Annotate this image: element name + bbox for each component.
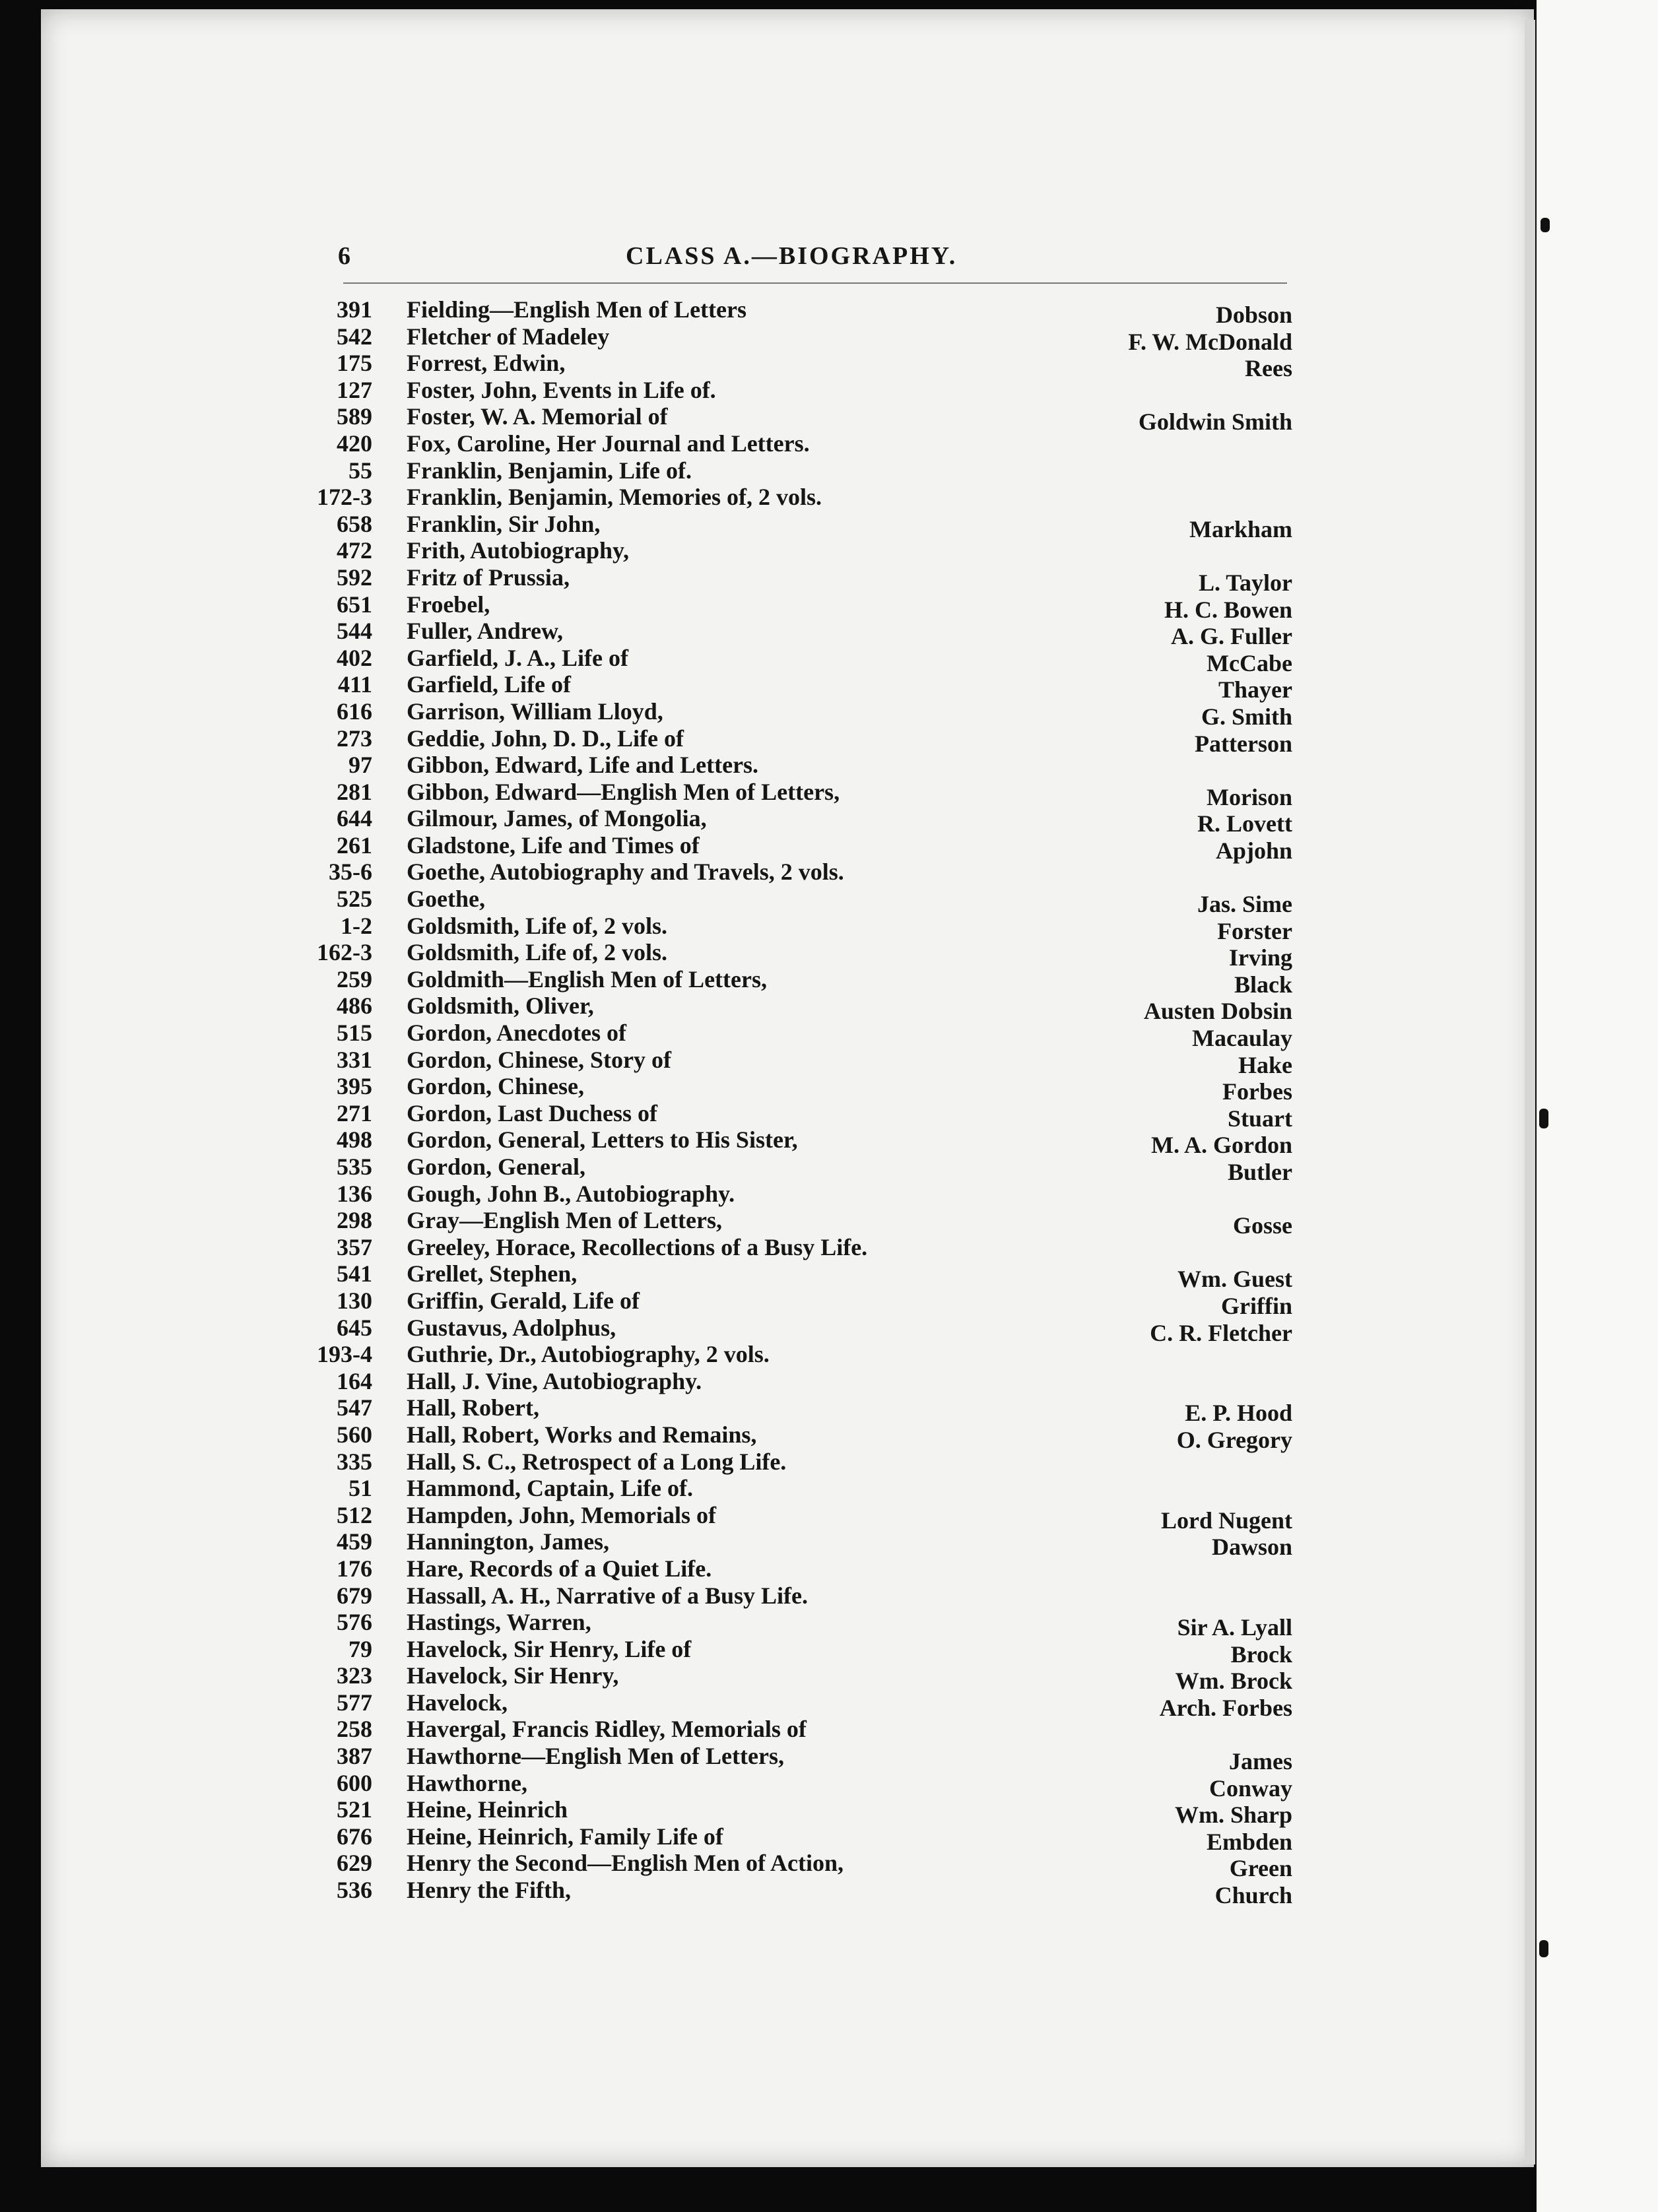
entry-number: 176: [337, 1555, 372, 1582]
entry-author: Stuart: [1228, 1105, 1292, 1132]
entry-number: 535: [337, 1154, 372, 1180]
catalogue-entry: [315, 1287, 1292, 1319]
catalogue-entry: [315, 1367, 1292, 1394]
entry-title: Gordon, General,: [407, 1154, 585, 1180]
entry-number: 357: [337, 1233, 372, 1260]
catalogue-entry: [315, 1635, 1292, 1668]
entry-author: Jas. Sime: [1197, 891, 1292, 918]
entry-number: 335: [337, 1448, 372, 1475]
entry-author: Sir A. Lyall: [1177, 1614, 1292, 1641]
entry-title: Gray—English Men of Letters,: [407, 1207, 722, 1234]
catalogue-entry: [315, 1689, 1292, 1721]
entry-title: Havelock,: [407, 1689, 508, 1716]
entry-number: 486: [337, 992, 372, 1020]
catalogue-entry: [315, 483, 1292, 510]
entry-number: 395: [337, 1073, 372, 1100]
entry-number: 162-3: [317, 939, 372, 966]
entry-author: Arch. Forbes: [1159, 1694, 1292, 1721]
entry-title: Goethe,: [407, 886, 485, 913]
entry-title: Goldsmith, Life of, 2 vols.: [407, 939, 668, 966]
entry-author: Green: [1229, 1855, 1292, 1882]
entry-title: Gordon, General, Letters to His Sister,: [407, 1126, 798, 1154]
entry-title: Hassall, A. H., Narrative of a Busy Life.: [407, 1582, 808, 1609]
entry-title: Fox, Caroline, Her Journal and Letters.: [407, 430, 810, 457]
catalogue-entry: [315, 1421, 1292, 1453]
catalogue-entry: [315, 644, 1292, 676]
entry-title: Goldsmith, Oliver,: [407, 992, 594, 1020]
entry-title: Hall, Robert, Works and Remains,: [407, 1421, 757, 1448]
catalogue-entry: [315, 1072, 1292, 1105]
catalogue-entry: [315, 430, 1292, 457]
catalogue-entry: [315, 349, 1292, 382]
entry-number: 658: [337, 510, 372, 537]
catalogue-entry: [315, 457, 1292, 484]
entry-number: 51: [348, 1475, 372, 1502]
entry-title: Garrison, William Lloyd,: [407, 698, 663, 725]
catalogue-entry: [315, 1153, 1292, 1185]
catalogue-entry: [315, 1448, 1292, 1475]
entry-title: Heine, Heinrich, Family Life of: [407, 1823, 723, 1850]
entry-number: 391: [337, 296, 372, 323]
entry-title: Hawthorne—English Men of Letters,: [407, 1743, 784, 1770]
catalogue-entry: [315, 1394, 1292, 1427]
entry-number: 679: [337, 1582, 372, 1609]
entry-author: Markham: [1189, 515, 1292, 542]
entry-number: 175: [337, 350, 372, 377]
catalogue-entry: [315, 403, 1292, 436]
entry-number: 273: [337, 725, 372, 752]
entry-number: 600: [337, 1769, 372, 1796]
entry-number: 577: [337, 1689, 372, 1716]
entry-number: 544: [337, 618, 372, 645]
catalogue-entry: [315, 1608, 1292, 1641]
entry-title: Fielding—English Men of Letters: [407, 296, 746, 323]
entry-author: Conway: [1209, 1774, 1292, 1802]
catalogue-entry: [315, 912, 1292, 944]
catalogue-entry: [315, 1582, 1292, 1609]
entry-number: 35-6: [329, 859, 372, 886]
entry-author: L. Taylor: [1198, 569, 1292, 596]
entry-title: Henry the Second—English Men of Action,: [407, 1850, 844, 1877]
entry-author: C. R. Fletcher: [1150, 1319, 1292, 1346]
entry-number: 525: [337, 886, 372, 913]
entry-number: 498: [337, 1126, 372, 1154]
entry-number: 536: [337, 1877, 372, 1904]
entry-title: Gibbon, Edward—English Men of Letters,: [407, 778, 840, 805]
entry-title: Hall, J. Vine, Autobiography.: [407, 1367, 702, 1394]
entry-title: Goethe, Autobiography and Travels, 2 vols.: [407, 859, 844, 886]
entry-number: 130: [337, 1287, 372, 1314]
entry-title: Hastings, Warren,: [407, 1609, 591, 1636]
catalogue-entry: [315, 778, 1292, 810]
entry-number: 411: [337, 671, 372, 698]
entry-number: 331: [337, 1046, 372, 1073]
entry-author: Patterson: [1195, 730, 1292, 757]
entry-number: 402: [337, 644, 372, 671]
entry-title: Fritz of Prussia,: [407, 564, 570, 591]
entry-title: Frith, Autobiography,: [407, 537, 630, 564]
entry-author: A. G. Fuller: [1171, 623, 1292, 650]
catalogue-entry: [315, 1823, 1292, 1855]
entry-author: Black: [1234, 971, 1292, 998]
entry-author: Austen Dobsin: [1143, 998, 1292, 1025]
entry-author: Morison: [1207, 783, 1292, 810]
catalogue-entry: [315, 1876, 1292, 1909]
catalogue-entry: [315, 831, 1292, 864]
entry-number: 271: [337, 1099, 372, 1126]
entry-number: 127: [337, 376, 372, 403]
entry-number: 651: [337, 591, 372, 618]
entry-author: Church: [1214, 1882, 1292, 1909]
entry-author: Butler: [1228, 1159, 1292, 1185]
entry-number: 193-4: [317, 1341, 372, 1368]
entry-author: Dobson: [1215, 302, 1292, 328]
entry-title: Gladstone, Life and Times of: [407, 831, 700, 859]
entry-author: Hake: [1238, 1051, 1292, 1078]
entry-title: Guthrie, Dr., Autobiography, 2 vols.: [407, 1341, 770, 1368]
entry-title: Hawthorne,: [407, 1769, 527, 1796]
catalogue-entry: [315, 1501, 1292, 1534]
entry-title: Havergal, Francis Ridley, Memorials of: [407, 1716, 807, 1743]
entry-number: 258: [337, 1716, 372, 1743]
entry-author: Apjohn: [1215, 837, 1292, 864]
catalogue-entry: [315, 1314, 1292, 1346]
entry-number: 55: [348, 457, 372, 484]
catalogue-entry: [315, 751, 1292, 778]
entry-title: Gustavus, Adolphus,: [407, 1314, 616, 1341]
catalogue-entry: [315, 885, 1292, 918]
page-number: 6: [338, 242, 350, 270]
catalogue-entry: [315, 858, 1292, 885]
entry-author: Wm. Guest: [1177, 1266, 1292, 1293]
catalogue-entry: [315, 1019, 1292, 1052]
entry-title: Hare, Records of a Quiet Life.: [407, 1555, 712, 1582]
catalogue-entry: [315, 1180, 1292, 1207]
entry-number: 560: [337, 1421, 372, 1448]
catalogue-entry: [315, 1528, 1292, 1561]
entry-title: Hampden, John, Memorials of: [407, 1501, 717, 1528]
entry-author: McCabe: [1207, 649, 1292, 676]
entry-number: 136: [337, 1180, 372, 1207]
entry-author: Thayer: [1218, 676, 1292, 703]
entry-title: Hammond, Captain, Life of.: [407, 1475, 694, 1502]
entry-author: R. Lovett: [1197, 810, 1292, 837]
entry-author: Rees: [1245, 355, 1292, 382]
entry-title: Gordon, Chinese,: [407, 1073, 585, 1100]
entry-title: Heine, Heinrich: [407, 1796, 568, 1823]
entry-author: M. A. Gordon: [1150, 1132, 1292, 1159]
entry-number: 79: [348, 1635, 372, 1662]
catalogue-entry: [315, 1742, 1292, 1775]
entry-author: G. Smith: [1201, 703, 1292, 730]
entry-title: Goldsmith, Life of, 2 vols.: [407, 912, 668, 939]
entry-number: 644: [337, 805, 372, 832]
entry-number: 420: [337, 430, 372, 457]
entry-title: Garfield, J. A., Life of: [407, 644, 628, 671]
entry-author: Macaulay: [1192, 1025, 1292, 1052]
catalogue-entry: [315, 323, 1292, 355]
catalogue-entry: [315, 1715, 1292, 1742]
catalogue-entry: [315, 1099, 1292, 1132]
entry-number: 645: [337, 1314, 372, 1341]
entry-title: Henry the Fifth,: [407, 1877, 571, 1904]
entry-number: 521: [337, 1796, 372, 1823]
entry-author: Brock: [1230, 1641, 1292, 1668]
catalogue-entry: [315, 1046, 1292, 1078]
entry-number: 515: [337, 1020, 372, 1047]
entry-author: Griffin: [1221, 1292, 1292, 1319]
entry-author: H. C. Bowen: [1164, 596, 1292, 623]
entry-title: Hall, S. C., Retrospect of a Long Life.: [407, 1448, 787, 1475]
running-head: CLASS A.—BIOGRAPHY.: [626, 242, 958, 270]
entry-title: Goldmith—English Men of Letters,: [407, 965, 767, 992]
catalogue-entry: [315, 564, 1292, 596]
entry-number: 616: [337, 698, 372, 725]
entry-number: 629: [337, 1850, 372, 1877]
catalogue-entry: [315, 1233, 1292, 1260]
entry-title: Gordon, Chinese, Story of: [407, 1046, 672, 1073]
catalogue-entries: [315, 296, 1292, 1909]
catalogue-entry: [315, 1206, 1292, 1239]
entry-title: Hannington, James,: [407, 1528, 610, 1555]
entry-author: Wm. Brock: [1175, 1668, 1292, 1695]
entry-title: Havelock, Sir Henry,: [407, 1662, 619, 1689]
entry-author: Gosse: [1233, 1212, 1292, 1239]
entry-number: 281: [337, 778, 372, 805]
entry-number: 298: [337, 1207, 372, 1234]
entry-number: 387: [337, 1743, 372, 1770]
entry-title: Gordon, Anecdotes of: [407, 1020, 626, 1047]
entry-author: Wm. Sharp: [1174, 1802, 1292, 1829]
entry-title: Gilmour, James, of Mongolia,: [407, 805, 707, 832]
catalogue-entry: [315, 1849, 1292, 1882]
entry-title: Greeley, Horace, Recollections of a Busy Life.: [407, 1233, 868, 1260]
catalogue-entry: [315, 537, 1292, 564]
entry-number: 97: [348, 752, 372, 779]
entry-number: 589: [337, 403, 372, 430]
entry-title: Garfield, Life of: [407, 671, 571, 698]
entry-title: Gordon, Last Duchess of: [407, 1099, 658, 1126]
catalogue-entry: [315, 617, 1292, 650]
entry-author: F. W. McDonald: [1128, 328, 1292, 355]
entry-title: Grellet, Stephen,: [407, 1260, 578, 1287]
catalogue-entry: [315, 804, 1292, 837]
entry-number: 542: [337, 323, 372, 350]
entry-author: E. P. Hood: [1185, 1400, 1292, 1427]
entry-title: Fuller, Andrew,: [407, 618, 564, 645]
entry-number: 576: [337, 1609, 372, 1636]
entry-title: Foster, John, Events in Life of.: [407, 376, 716, 403]
entry-author: Irving: [1228, 944, 1292, 971]
catalogue-entry: [315, 296, 1292, 328]
entry-number: 541: [337, 1260, 372, 1287]
entry-number: 261: [337, 831, 372, 859]
entry-title: Forrest, Edwin,: [407, 350, 566, 377]
entry-title: Fletcher of Madeley: [407, 323, 610, 350]
entry-number: 676: [337, 1823, 372, 1850]
entry-title: Hall, Robert,: [407, 1394, 539, 1421]
entry-title: Geddie, John, D. D., Life of: [407, 725, 684, 752]
entry-number: 1-2: [341, 912, 372, 939]
catalogue-entry: [315, 510, 1292, 542]
catalogue-entry: [315, 670, 1292, 703]
entry-title: Havelock, Sir Henry, Life of: [407, 1635, 692, 1662]
entry-title: Gibbon, Edward, Life and Letters.: [407, 752, 759, 779]
entry-number: 592: [337, 564, 372, 591]
catalogue-entry: [315, 1769, 1292, 1802]
entry-number: 323: [337, 1662, 372, 1689]
entry-number: 459: [337, 1528, 372, 1555]
catalogue-entry: [315, 376, 1292, 403]
catalogue-entry: [315, 1555, 1292, 1582]
entry-title: Gough, John B., Autobiography.: [407, 1180, 735, 1207]
entry-number: 172-3: [317, 484, 372, 511]
entry-author: O. Gregory: [1176, 1426, 1292, 1453]
entry-number: 547: [337, 1394, 372, 1421]
catalogue-entry: [315, 965, 1292, 998]
entry-title: Franklin, Sir John,: [407, 510, 601, 537]
header-rule: [343, 282, 1287, 284]
entry-author: Forster: [1217, 917, 1292, 944]
entry-number: 164: [337, 1367, 372, 1394]
entry-number: 512: [337, 1501, 372, 1528]
entry-title: Foster, W. A. Memorial of: [407, 403, 668, 430]
catalogue-entry: [315, 591, 1292, 623]
catalogue-entry: [315, 1340, 1292, 1367]
entry-title: Franklin, Benjamin, Memories of, 2 vols.: [407, 484, 822, 511]
entry-author: James: [1229, 1748, 1292, 1775]
entry-author: Embden: [1206, 1828, 1292, 1855]
catalogue-entry: [315, 1474, 1292, 1501]
catalogue-entry: [315, 725, 1292, 757]
entry-number: 259: [337, 965, 372, 992]
entry-title: Froebel,: [407, 591, 490, 618]
entry-author: Forbes: [1222, 1078, 1292, 1105]
catalogue-entry: [315, 1662, 1292, 1695]
entry-title: Franklin, Benjamin, Life of.: [407, 457, 692, 484]
entry-author: Dawson: [1211, 1534, 1292, 1561]
catalogue-entry: [315, 1126, 1292, 1159]
catalogue-entry: [315, 938, 1292, 971]
entry-number: 472: [337, 537, 372, 564]
catalogue-entry: [315, 1260, 1292, 1293]
catalogue-entry: [315, 1796, 1292, 1829]
entry-title: Griffin, Gerald, Life of: [407, 1287, 640, 1314]
entry-author: Lord Nugent: [1160, 1507, 1292, 1534]
entry-author: Goldwin Smith: [1138, 408, 1292, 436]
catalogue-entry: [315, 992, 1292, 1025]
catalogue-entry: [315, 698, 1292, 730]
